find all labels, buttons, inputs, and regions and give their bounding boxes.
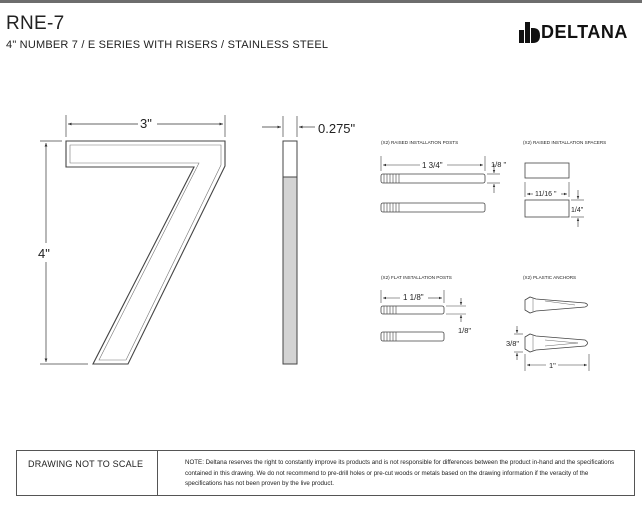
raised-posts-detail bbox=[381, 140, 507, 212]
plastic-anchors-title: (X2) PLASTIC ANCHORS bbox=[523, 275, 577, 280]
plastic-anchors-detail bbox=[506, 275, 589, 371]
raised-posts-diameter: 1/8 " bbox=[491, 160, 507, 169]
disclaimer-note: NOTE: Deltana reserves the right to constantly improve its products and is not responsible for differences between the product in-hand and the specifications contained in this drawing. We do not recommend to pre-drill holes or pre-cut woods or metals based on the drawing information if the veracity of the specifications has not been proven by the live product. bbox=[185, 459, 615, 487]
flat-posts-length: 1 1/8" bbox=[403, 293, 424, 302]
footer-notes-box bbox=[16, 450, 635, 496]
width-label: 3" bbox=[140, 116, 152, 131]
plastic-anchors-diameter: 3/8" bbox=[506, 339, 520, 348]
thickness-label: 0.275" bbox=[318, 121, 356, 136]
raised-spacers-detail bbox=[523, 140, 606, 227]
flat-posts-detail bbox=[381, 275, 471, 341]
height-dimension bbox=[38, 141, 88, 364]
height-label: 4" bbox=[38, 246, 50, 261]
footer-scale-cell bbox=[17, 451, 158, 495]
raised-spacers-length: 11/16 " bbox=[535, 191, 557, 198]
width-dimension bbox=[66, 115, 225, 137]
raised-spacers-title: (X2) RAISED INSTALLATION SPACERS bbox=[523, 140, 607, 145]
flat-posts-title: (X2) FLAT INSTALLATION POSTS bbox=[381, 275, 452, 280]
raised-posts-length: 1 3/4" bbox=[422, 161, 443, 170]
scale-note: DRAWING NOT TO SCALE bbox=[28, 459, 144, 469]
flat-posts-diameter: 1/8" bbox=[458, 326, 472, 335]
raised-spacers-diameter: 1/4" bbox=[571, 207, 584, 214]
page-title: RNE-7 bbox=[6, 13, 65, 34]
number-7-front-view bbox=[66, 141, 225, 364]
raised-posts-title: (X2) RAISED INSTALLATION POSTS bbox=[381, 140, 459, 145]
page-subtitle: 4" NUMBER 7 / E SERIES WITH RISERS / STAINLESS STEEL bbox=[6, 39, 329, 51]
number-7-side-view bbox=[262, 116, 356, 364]
plastic-anchors-length: 1" bbox=[549, 361, 556, 370]
logo-text: DELTANA bbox=[541, 22, 628, 42]
